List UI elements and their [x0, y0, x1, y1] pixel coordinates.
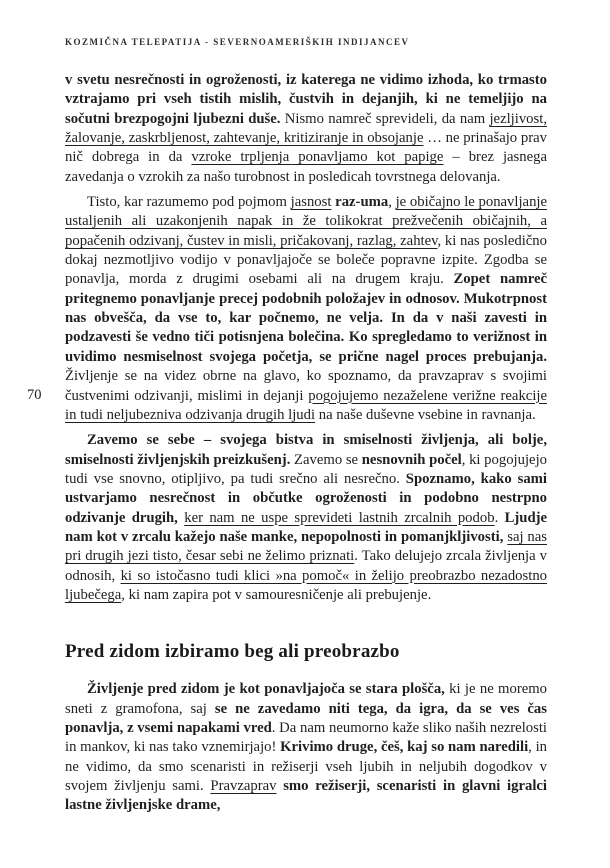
- text-run: Krivimo druge, češ, kaj so nam naredili: [280, 739, 529, 756]
- body-paragraph: [65, 680, 547, 815]
- text-run: vzroke trpljenja ponavljamo kot papige: [191, 149, 444, 166]
- text-run: na naše duševne vsebine in ravnanja.: [315, 406, 536, 423]
- section-heading: Pred zidom izbiramo beg ali preobrazbo: [65, 641, 400, 663]
- running-header: KOZMIČNA TELEPATIJA - SEVERNOAMERIŠKIH INDIJANCEV: [65, 37, 410, 47]
- text-run: nesnovnih počel: [361, 451, 462, 468]
- text-run: , ki pogojujejo tudi vse snovno, otipljivo, pa tudi srečno ali nesrečno.: [65, 451, 547, 487]
- text-run: .: [494, 509, 505, 526]
- text-run: Nismo namreč sprevideli, da nam: [280, 110, 490, 127]
- text-run: , in ne vidimo, da smo scenaristi in režiserji vseh ljubih in neljubih dogodkov v svojem življenju sami.: [65, 739, 547, 794]
- text-run: ki je ne moremo sneti z gramofona, saj: [65, 681, 547, 717]
- text-run: Življenje se na videz obrne na glavo, ko spoznamo, da pravzaprav s svojimi čustvenimi odzivanji, mislimi in dejanji: [65, 368, 547, 404]
- body-paragraph: [65, 193, 547, 425]
- text-run: , ki nam zapira pot v samouresničenje ali prebujenje.: [121, 586, 432, 603]
- text-run: ker nam ne uspe sprevideti lastnih zrcalnih podob: [184, 509, 495, 526]
- text-run: , ki nas posledično dokaj nezmotljivo vodijo v ponavljajoče se boleče popravne izpite. Zgodba se ponavlja, morda z drugimi osebami ali na drugem kraju.: [65, 232, 547, 288]
- text-run: jezljivost, žalovanje, zaskrbljenost, zahtevanje, kritiziranje in obsojanje: [65, 110, 547, 147]
- text-run: Zavemo se: [290, 451, 362, 468]
- text-run: pogojujemo nezaželene verižne reakcije in tudi neljubezniva odzivanja drugih ljudi: [65, 387, 547, 423]
- text-run: Pravzaprav: [210, 778, 277, 794]
- text-run: se ne zavedamo niti tega, da igra, da se ves čas ponavlja, z vsemi napakami vred: [65, 700, 547, 736]
- text-run: – brez jasnega zavedanja o vzrokih za našo turobnost in posledicah tovrstnega delovanja.: [65, 149, 547, 185]
- text-run: Zopet namreč pritegnemo ponavljanje precej podobnih položajev in odnosov. Mukotrpnost nas obvešča, da vse to, kar počnemo, ne velja. In da v naši zavesti in podzavesti še vedno tiči potisnjena bolečina. Ko spregledamo to verižnost in uvidimo nesmiselnost svojega početja, se prične nagel proces prebujanja.: [65, 271, 547, 365]
- page-number: 70: [27, 387, 42, 403]
- text-run: je običajno le ponavljanje ustaljenih ali uzakonjenih napak in že tolikokrat prežvečenih običajnih, a popačenih odzivanj, čustev in misli, pričakovanj, razlag, zahtev: [65, 194, 548, 249]
- text-run: . Tako delujejo zrcala življenja v odnosih,: [65, 548, 547, 584]
- text-run: saj nas pri drugih jezi tisto, česar sebi ne želimo priznati: [65, 528, 547, 565]
- text-run: Zavemo se sebe – svojega bistva in smiselnosti življenja, ali bolje, smiselnosti življenjskih preizkušenj.: [65, 432, 547, 468]
- text-run: jasnost: [290, 194, 332, 211]
- text-run: raz-uma: [335, 194, 389, 211]
- text-run: . Da nam neumorno kaže sliko naših nezrelosti in mankov, ki nas tako vznemirjajo!: [65, 719, 548, 756]
- text-run: Tisto, kar razumemo pod pojmom: [87, 194, 291, 211]
- body-paragraph: [65, 431, 547, 605]
- page-content: [65, 71, 547, 822]
- text-run: Ljudje nam kot v zrcalu kažejo naše manke, nepopolnosti in pomanjkljivosti,: [65, 509, 548, 545]
- text-run: Življenje pred zidom je kot ponavljajoča se stara plošča,: [87, 681, 445, 698]
- text-run: … ne prinašajo prav nič dobrega in da: [65, 130, 547, 166]
- text-run: Spoznamo, kako sami ustvarjamo nesrečnost in občutke ogroženosti in podobno nestrpno odzivanje drugih,: [65, 470, 547, 526]
- content-sections: [65, 71, 547, 816]
- body-paragraph: [65, 71, 547, 187]
- text-run: ,: [388, 194, 396, 211]
- text-run: smo režiserji, scenaristi in glavni igralci lastne življenjske drame,: [65, 778, 548, 814]
- text-run: ki so istočasno tudi klici »na pomoč« in želijo preobrazbo nezadostno ljubečega: [65, 567, 548, 603]
- text-run: v svetu nesrečnosti in ogroženosti, iz katerega ne vidimo izhoda, ko trmasto vztrajamo pri vseh tistih mislih, čustvih in dejanjih, ki ne temeljijo na sočutni brezpogojni ljubezni duše.: [65, 72, 547, 127]
